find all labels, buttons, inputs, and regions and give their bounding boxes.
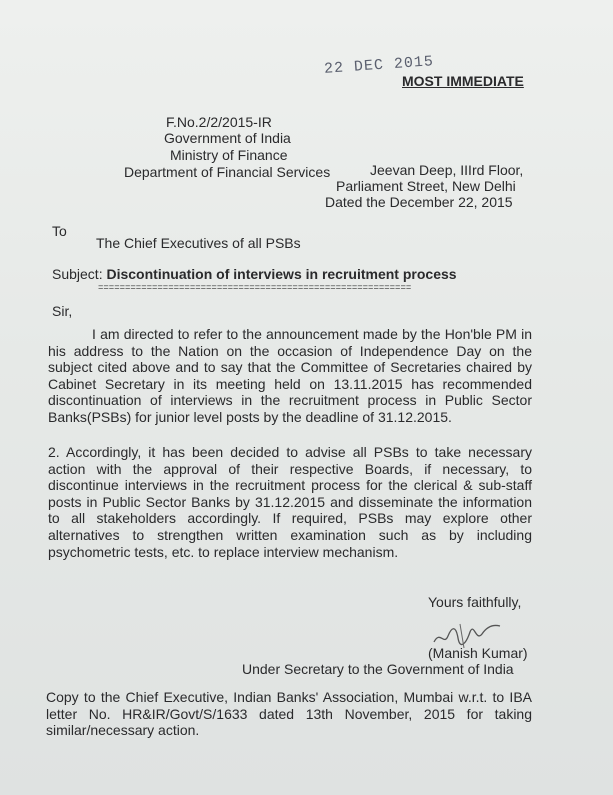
paragraph-2: [48, 444, 532, 560]
letter-date: Dated the December 22, 2015: [325, 194, 513, 210]
paragraph-2-line: discontinue interviews in the recruitment process for the clerical & sub-staff: [48, 477, 532, 494]
paragraph-1-line: Banks(PSBs) for junior level posts by the deadline of 31.12.2015.: [48, 408, 452, 425]
department-name: Department of Financial Services: [124, 164, 331, 180]
paragraph-1-line: discontinuation of interviews in the recruitment process in Public Sector: [48, 392, 532, 409]
signatory-name: (Manish Kumar): [428, 645, 528, 661]
subject-line: [52, 266, 457, 283]
paragraph-2-line: posts in Public Sector Banks by 31.12.2015 and disseminate the information: [48, 493, 532, 510]
paragraph-1-line: his address to the Nation on the occasion of Independence Day on the: [48, 342, 532, 359]
paragraph-1-line: subject cited above and to say that the Committee of Secretaries chaired by: [48, 359, 532, 376]
subject-underline: ==========================================================: [98, 283, 412, 293]
paragraph-2-line: psychometric tests, etc. to replace interview mechanism.: [48, 543, 399, 560]
paragraph-2-line: alternatives to strengthen written examination such as by including: [48, 526, 532, 543]
subject-text: Discontinuation of interviews in recruitment process: [106, 266, 457, 282]
copy-to: [46, 689, 532, 739]
priority-label: MOST IMMEDIATE: [402, 73, 524, 89]
date-stamp: 22 DEC 2015: [323, 53, 435, 78]
address-line-1: Jeevan Deep, IIIrd Floor,: [370, 162, 524, 178]
copy-to-line: similar/necessary action.: [46, 722, 200, 739]
paragraph-2-line: to all stakeholders accordingly. If required, PSBs may explore other: [48, 510, 532, 527]
subject-label: Subject:: [52, 266, 103, 282]
address-line-2: Parliament Street, New Delhi: [336, 178, 516, 194]
government-name: Government of India: [164, 130, 291, 146]
closing: Yours faithfully,: [428, 594, 522, 610]
to-label: To: [52, 223, 67, 239]
ministry-name: Ministry of Finance: [170, 147, 288, 163]
signatory-designation: Under Secretary to the Government of India: [242, 661, 514, 677]
recipient-name: The Chief Executives of all PSBs: [96, 235, 301, 251]
paragraph-1-line: Cabinet Secretary in its meeting held on 13.11.2015 has recommended: [48, 375, 532, 392]
paragraph-2-line: action with the approval of their respective Boards, if necessary, to: [48, 460, 532, 477]
paragraph-1: [48, 326, 532, 426]
paragraph-2-line: 2. Accordingly, it has been decided to advise all PSBs to take necessary: [48, 444, 532, 460]
copy-to-line: Copy to the Chief Executive, Indian Banks' Association, Mumbai w.r.t. to IBA: [46, 689, 532, 705]
copy-to-line: letter No. HR&IR/Govt/S/1633 dated 13th November, 2015 for taking: [46, 705, 532, 722]
file-number: F.No.2/2/2015-IR: [166, 114, 272, 130]
paragraph-1-line: I am directed to refer to the announcement made by the Hon'ble PM in: [92, 326, 532, 342]
salutation: Sir,: [52, 303, 73, 319]
